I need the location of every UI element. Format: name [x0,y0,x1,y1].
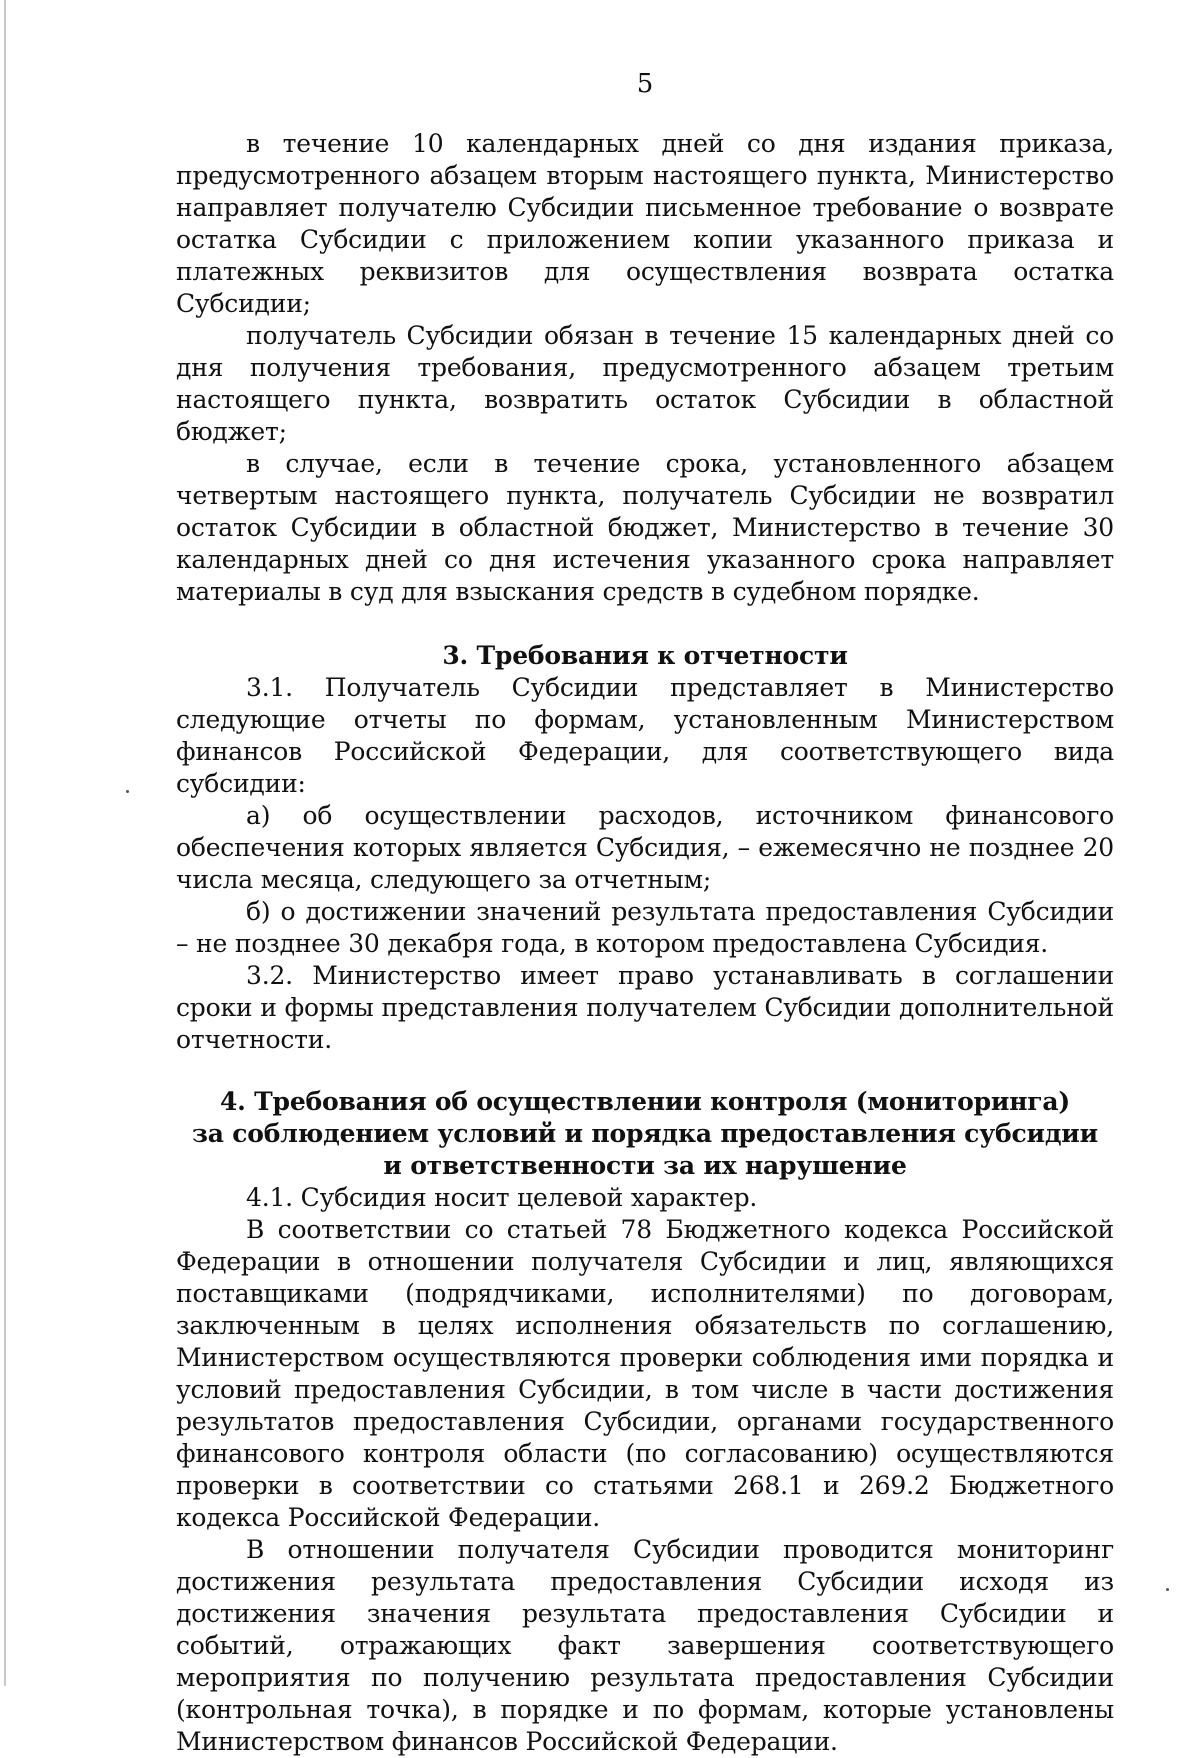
paragraph: получатель Субсидии обязан в течение 15 календарных дней со дня получения требования, предусмотренного абзацем третьим настоящего пункта, возвратить остаток Субсидии в областной бюджет; [176,321,1114,446]
paragraph: В соответствии со статьей 78 Бюджетного кодекса Российской Федерации в отношении получателя Субсидии и лиц, являющихся поставщиками (подрядчиками, исполнителями) по договорам, заключенным в целях исполнения обязательств по соглашению, Министерством осуществляются проверки соблюдения ими порядка и условий предоставления Субсидии, в том числе в части достижения результатов предоставления Субсидии, органами государственного финансового контроля области (по согласованию) осуществляются проверки в соответствии со статьями 268.1 и 269.2 Бюджетного кодекса Российской Федерации. [176,1215,1114,1532]
spacer [176,608,1114,640]
document-body [176,128,1114,1758]
paragraph: б) о достижении значений результата предоставления Субсидии – не позднее 30 декабря года, в котором предоставлена Субсидия. [176,897,1114,958]
scan-speck [1166,1588,1169,1591]
scan-speck [126,790,129,793]
paragraph: в течение 10 календарных дней со дня издания приказа, предусмотренного абзацем вторым настоящего пункта, Министерство направляет получателю Субсидии письменное требование о возврате остатка Субсидии с приложением копии указанного приказа и платежных реквизитов для осуществления возврата остатка Субсидии; [176,129,1114,318]
section-4-heading-line: 4. Требования об осуществлении контроля (мониторинга) [219,1087,1071,1116]
paragraph: в случае, если в течение срока, установленного абзацем четвертым настоящего пункта, получатель Субсидии не возвратил остаток Субсидии в областной бюджет, Министерство в течение 30 календарных дней со дня истечения указанного срока направляет материалы в суд для взыскания средств в судебном порядке. [176,449,1114,606]
spacer [176,1056,1114,1086]
paragraph: 4.1. Субсидия носит целевой характер. [246,1183,758,1212]
section-4-heading-line: за соблюдением условий и порядка предоставления субсидии [192,1119,1098,1148]
page-number: 5 [636,69,654,99]
scan-left-edge [4,0,6,1686]
paragraph: а) об осуществлении расходов, источником финансового обеспечения которых является Субсидия, – ежемесячно не позднее 20 числа месяца, следующего за отчетным; [176,801,1114,894]
paragraph: В отношении получателя Субсидии проводится мониторинг достижения результата предоставления Субсидии исходя из достижения значения результата предоставления Субсидии и событий, отражающих факт завершения соответствующего мероприятия по получению результата предоставления Субсидии (контрольная точка), в порядке и по формам, которые установлены Министерством финансов Российской Федерации. [176,1535,1114,1756]
paragraph: 3.1. Получатель Субсидии представляет в Министерство следующие отчеты по формам, установленным Министерством финансов Российской Федерации, для соответствующего вида субсидии: [176,673,1114,798]
section-4-heading-line: и ответственности за их нарушение [383,1151,907,1180]
section-3-heading: 3. Требования к отчетности [442,641,848,670]
paragraph: 3.2. Министерство имеет право устанавливать в соглашении сроки и формы представления получателем Субсидии дополнительной отчетности. [176,961,1114,1054]
